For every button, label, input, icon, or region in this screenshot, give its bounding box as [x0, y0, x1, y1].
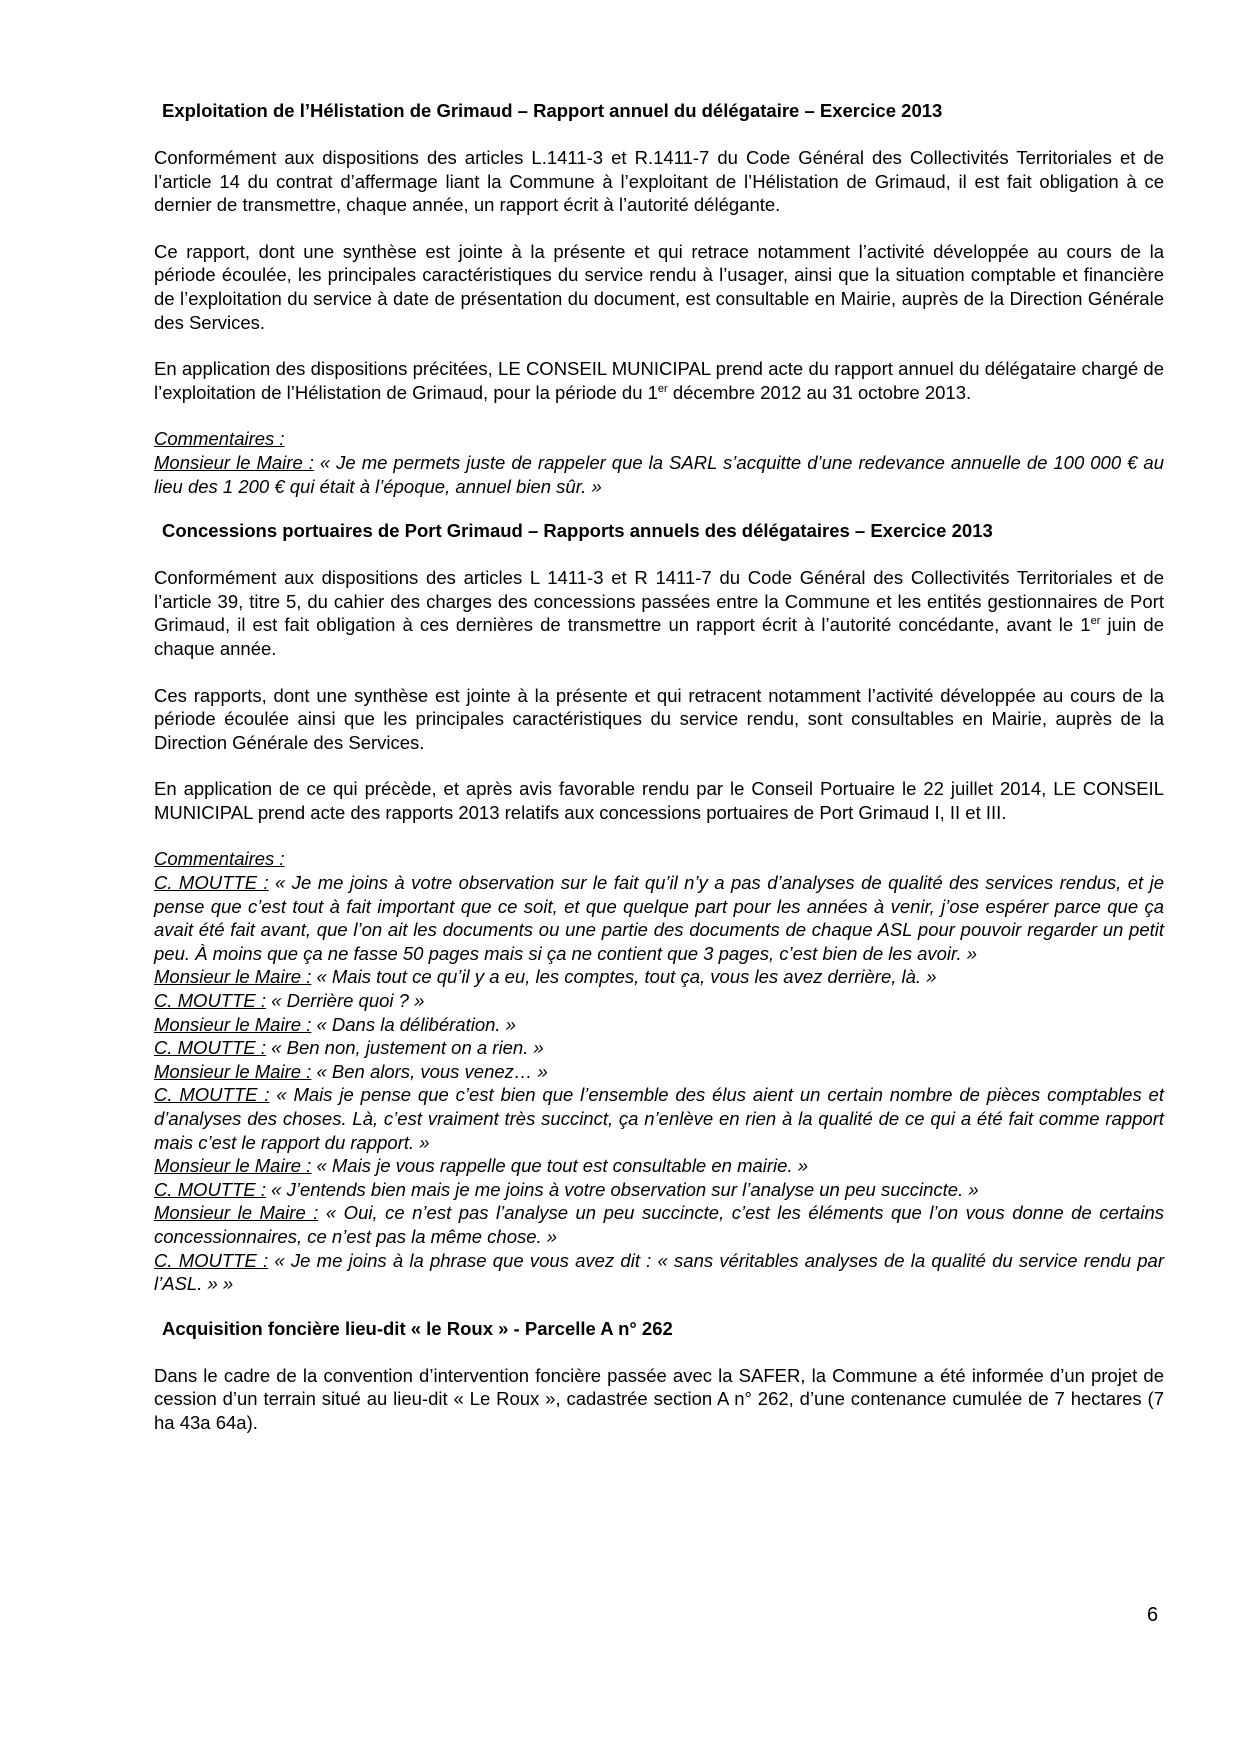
superscript: er [1090, 615, 1101, 628]
paragraph: En application des dispositions précitées, LE CONSEIL MUNICIPAL prend acte du rapport annuel du délégataire chargé de l’exploitation de l’Hélistation de Grimaud, pour la période du 1er décembre 2012 au 31 octobre 2013. [154, 358, 1164, 403]
comment-text: « Dans la délibération. » [311, 1013, 516, 1035]
comment-speaker: Monsieur le Maire : [154, 1060, 312, 1082]
comment-speaker: Monsieur le Maire : [154, 1013, 312, 1035]
comment-speaker: C. MOUTTE : [154, 1178, 267, 1200]
paragraph: En application de ce qui précède, et après avis favorable rendu par le Conseil Portuaire le 22 juillet 2014, LE CONSEIL MUNICIPAL prend acte des rapports 2013 relatifs aux concessions portuaires de Port Grimaud I, II et III. [154, 778, 1164, 823]
comment-entry [154, 451, 1164, 498]
comment-speaker: C. MOUTTE : [154, 872, 269, 894]
comment-text: « Mais je vous rappelle que tout est consultable en mairie. » [311, 1155, 809, 1177]
comment-speaker: C. MOUTTE : [154, 990, 267, 1012]
section-heading-acquisition: Acquisition foncière lieu-dit « le Roux » - Parcelle A n° 262 [162, 1317, 673, 1339]
paragraph: Ce rapport, dont une synthèse est jointe à la présente et qui retrace notamment l’activité développée au cours de la période écoulée, les principales caractéristiques du service rendu à l’usager, ainsi que la situation comptable et financière de l’exploitation du service à date de présentation du document, est consultable en Mairie, auprès de la Direction Générale des Services. [154, 240, 1164, 333]
comment-speaker: Monsieur le Maire : [154, 1155, 312, 1177]
comment-list [154, 451, 1164, 498]
comment-speaker: Monsieur le Maire : [154, 451, 314, 473]
comment-text: « Ben alors, vous venez… » [311, 1060, 548, 1082]
comment-entry [154, 1178, 1164, 1202]
paragraph: Conformément aux dispositions des articles L.1411-3 et R.1411-7 du Code Général des Collectivités Territoriales et de l’article 14 du contrat d’affermage liant la Commune à l’exploitant de l’Hélistation de Grimaud, il est fait obligation à ce dernier de transmettre, chaque année, un rapport écrit à l’autorité délégante. [154, 147, 1164, 216]
comment-text: « Mais je pense que c’est bien que l’ensemble des élus aient un certain nombre de pièces comptables et d’analyses des choses. Là, c’est vraiment très succinct, ça n’enlève en rien à la qualité de ce qui a été fait comme rapport mais c’est le rapport du rapport. » [154, 1084, 1164, 1153]
comment-speaker: C. MOUTTE : [154, 1249, 269, 1271]
comment-text: « Mais tout ce qu’il y a eu, les comptes, tout ça, vous les avez derrière, là. » [311, 966, 937, 988]
page-number: 6 [1147, 1604, 1159, 1626]
comment-speaker: C. MOUTTE : [154, 1084, 270, 1106]
comment-entry [154, 1154, 1164, 1178]
comment-entry [154, 989, 1164, 1013]
comment-text: « J’entends bien mais je me joins à votre observation sur l’analyse un peu succincte. » [266, 1178, 979, 1200]
comment-text: « Je me permets juste de rappeler que la SARL s’acquitte d’une redevance annuelle de 100 000 € au lieu des 1 200 € qui était à l’époque, annuel bien sûr. » [154, 451, 1164, 497]
comment-entry [154, 1036, 1164, 1060]
comment-entry [154, 1201, 1164, 1248]
comment-entry [154, 1249, 1164, 1296]
comment-text: « Ben non, justement on a rien. » [266, 1037, 544, 1059]
comment-speaker: Monsieur le Maire : [154, 966, 312, 988]
comments-label: Commentaires : [154, 848, 285, 870]
comments-block [154, 847, 1164, 1295]
comments-label: Commentaires : [154, 428, 285, 450]
comment-text: « Je me joins à la phrase que vous avez dit : « sans véritables analyses de la qualité du service rendu par l’ASL. » » [154, 1249, 1164, 1295]
superscript: er [657, 382, 668, 395]
paragraph: Ces rapports, dont une synthèse est jointe à la présente et qui retracent notamment l’activité développée au cours de la période écoulée ainsi que les principales caractéristiques du service rendu, sont consultables en Mairie, auprès de la Direction Générale des Services. [154, 684, 1164, 753]
page-content [154, 100, 1164, 1435]
comment-entry [154, 1060, 1164, 1084]
comments-block [154, 427, 1164, 498]
comment-text: « Oui, ce n’est pas l’analyse un peu succincte, c’est les éléments que l’on vous donne de certains concessionnaires, ce n’est pas la même chose. » [154, 1202, 1164, 1247]
section-heading-helistation: Exploitation de l’Hélistation de Grimaud – Rapport annuel du délégataire – Exercice 2013 [162, 100, 943, 121]
comment-text: « Je me joins à votre observation sur le fait qu’il n’y a pas d’analyses de qualité des services rendus, et je pense que c’est tout à fait important que ce soit, et que quelque part pour les années à venir, j’ose espérer parce que ça avait été fait avant, que l’on ait les documents ou une partie des documents de chaque ASL pour pouvoir regarder un petit peu. À moins que ça ne fasse 50 pages mais si ça ne contient que 3 pages, c’est bien de les avoir. » [154, 872, 1164, 964]
comment-entry [154, 1083, 1164, 1154]
paragraph: Dans le cadre de la convention d’intervention foncière passée avec la SAFER, la Commune a été informée d’un projet de cession d’un terrain situé au lieu-dit « Le Roux », cadastrée section A n° 262, d’une contenance cumulée de 7 hectares (7 ha 43a 64a). [154, 1364, 1164, 1433]
comment-speaker: C. MOUTTE : [154, 1037, 267, 1059]
comment-text: « Derrière quoi ? » [266, 990, 425, 1012]
comment-speaker: Monsieur le Maire : [154, 1202, 319, 1224]
comment-list [154, 871, 1164, 1296]
comment-entry [154, 871, 1164, 965]
paragraph: Conformément aux dispositions des articles L 1411-3 et R 1411-7 du Code Général des Collectivités Territoriales et de l’article 39, titre 5, du cahier des charges des concessions passées entre la Commune et les entités gestionnaires de Port Grimaud, il est fait obligation à ces dernières de transmettre un rapport écrit à l’autorité concédante, avant le 1er juin de chaque année. [154, 567, 1165, 659]
comment-entry [154, 1013, 1164, 1037]
comment-entry [154, 965, 1164, 989]
section-heading-port-grimaud: Concessions portuaires de Port Grimaud – Rapports annuels des délégataires – Exercice 2013 [162, 520, 993, 542]
